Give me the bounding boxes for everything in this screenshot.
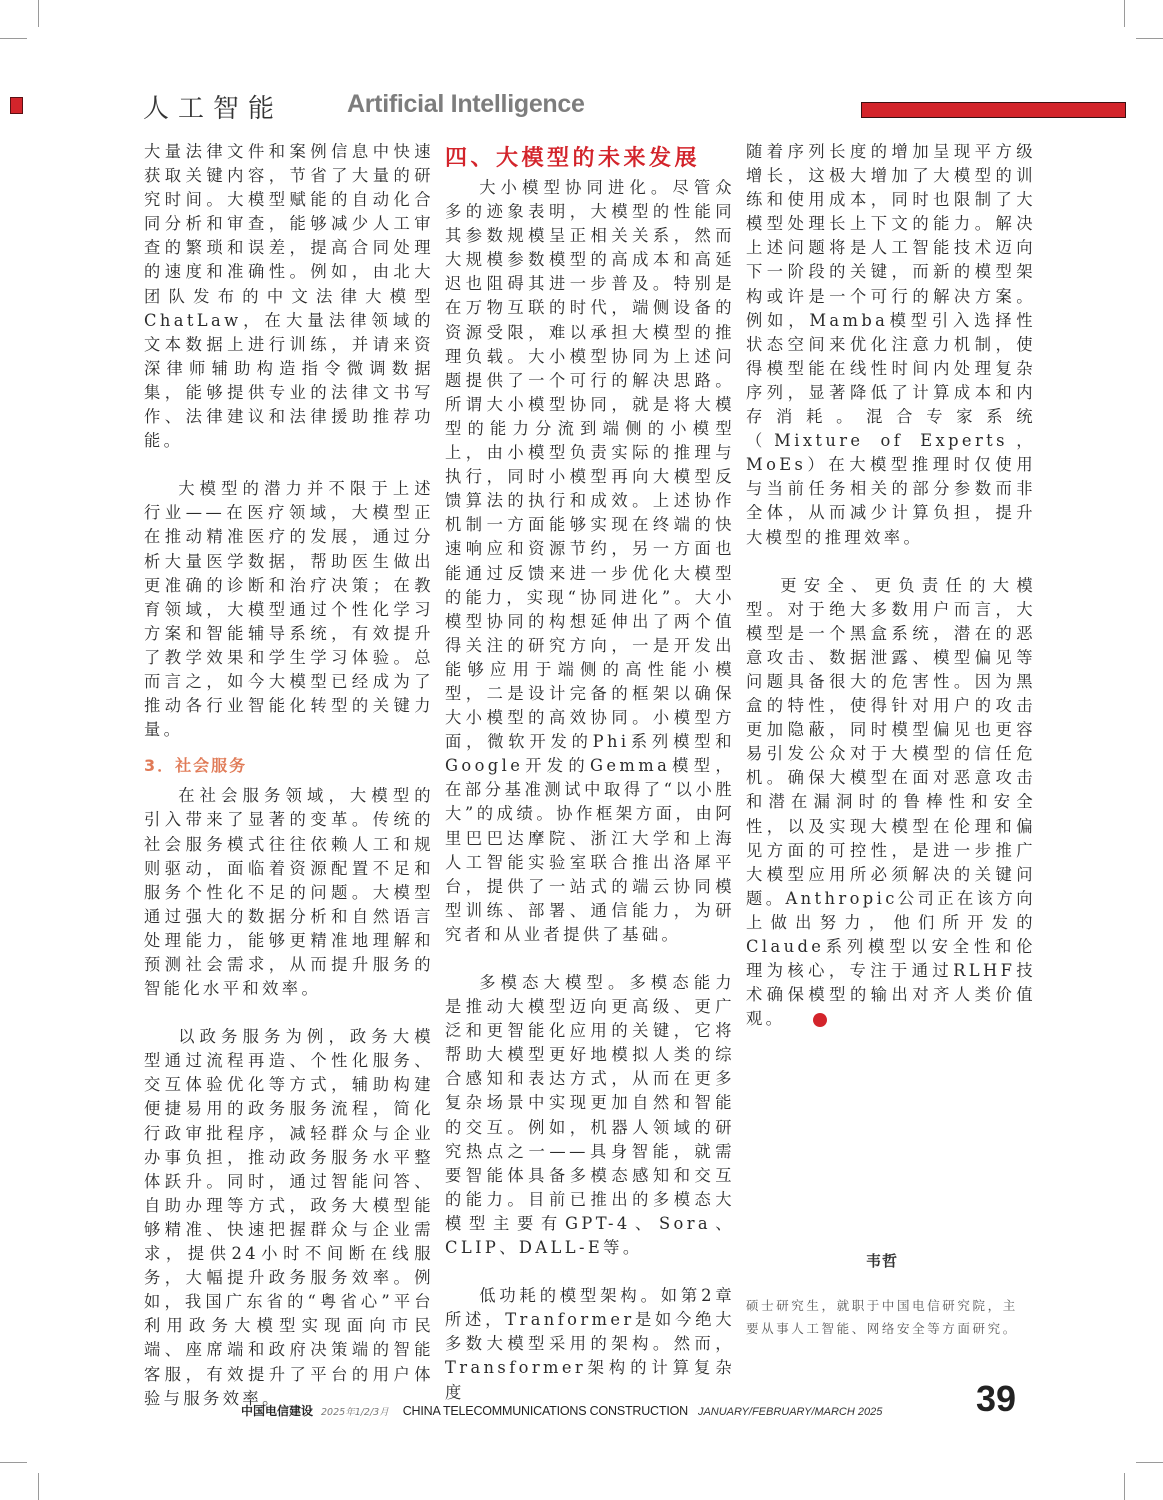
paragraph-text: 更安全、更负责任的大模型。对于绝大多数用户而言，大模型是一个黑盒系统，潜在的恶意攻击、数据泄露、模型偏见等问题具备很大的危害性。因为黑盒的特性，使得针对用户的攻击更加隐蔽，同时模型偏见也更容易引发公众对于大模型的信任危机。确保大模型在面对恶意攻击和潜在漏洞时的鲁棒性和安全性，以及实现大模型在伦理和偏见方面的可控性，是进一步推广大模型应用所必须解决的关键问题。Anthropic公司正在该方向上做出努力，他们所开发的Claude系列模型以安全性和伦理为核心，专注于通过RLHF技术确保模型的输出对齐人类价值观。 [746,575,1036,1029]
paragraph: 低功耗的模型架构。如第2章所述，Tranformer是如今绝大多数大模型采用的架构。然而，Transformer架构的计算复杂度 [445,1286,735,1402]
section-heading: 四、大模型的未来发展 [445,146,701,171]
column-3 [746,140,1036,1031]
section-title-cn: 人工智能 [143,94,284,124]
author-bio: 硕士研究生，就职于中国电信研究院，主要从事人工智能、网络安全等方面研究。 [746,1298,1018,1336]
footer [241,1402,882,1419]
section-title-en: Artificial Intelligence [347,90,585,118]
crop-mark [38,0,39,27]
author-name: 韦哲 [866,1252,899,1270]
issue-date-en: JANUARY/FEBRUARY/MARCH 2025 [697,1406,883,1418]
column-2 [445,176,735,1405]
issue-date-cn: 2025年1/2/3月 [321,1407,389,1418]
header-accent-bar [861,102,1126,118]
section-marker [10,97,23,114]
crop-mark [1136,1462,1163,1463]
subsection-heading: 3．社会服务 [144,756,248,776]
paragraph: 随着序列长度的增加呈现平方级增长，这极大增加了大模型的训练和使用成本，同时也限制了大模型处理长上下文的能力。解决上述问题将是人工智能技术迈向下一阶段的关键，而新的模型架构或许是一个可行的解决方案。例如，Mamba模型引入选择性状态空间来优化注意力机制，使得模型能在线性时间内处理复杂序列，显著降低了计算成本和内存消耗。混合专家系统（Mixture of Experts，MoEs）在大模型推理时仅使用与当前任务相关的部分参数而非全体，从而减少计算负担，提升大模型的推理效率。 [746,142,1036,547]
paragraph [746,574,1036,1032]
paragraph: 大量法律文件和案例信息中快速获取关键内容，节省了大量的研究时间。大模型赋能的自动化合同分析和审查，能够减少人工审查的繁琐和误差，提高合同处理的速度和准确性。例如，由北大团队发布的中文法律大模型ChatLaw，在大量法律领域的文本数据上进行训练，并请来资深律师辅助构造指令微调数据集，能够提供专业的法律文书写作、法律建议和法律援助推荐功能。 [144,142,434,451]
crop-mark [0,38,27,39]
ctc-logo-icon: CTC [813,1013,827,1027]
crop-mark [1136,38,1163,39]
page-number: 39 [976,1378,1017,1419]
paragraph: 大模型的潜力并不限于上述行业——在医疗领域，大模型正在推动精准医疗的发展，通过分析大量医学数据，帮助医生做出更准确的诊断和治疗决策；在教育领域，大模型通过个性化学习方案和智能辅导系统，有效提升了教学效果和学生学习体验。总而言之，如今大模型已经成为了推动各行业智能化转型的关键力量。 [144,479,434,740]
paragraph: 大小模型协同进化。尽管众多的迹象表明，大模型的性能同其参数规模呈正相关关系，然而大规模参数模型的高成本和高延迟也阻碍其进一步普及。特别是在万物互联的时代，端侧设备的资源受限，难以承担大模型的推理负载。大小模型协同为上述问题提供了一个可行的解决思路。所谓大小模型协同，就是将大模型的能力分流到端侧的小模型上，由小模型负责实际的推理与执行，同时小模型再向大模型反馈算法的执行和成效。上述协作机制一方面能够实现在终端的快速响应和资源节约，另一方面也能通过反馈来进一步优化大模型的能力，实现“协同进化”。大小模型协同的构想延伸出了两个值得关注的研究方向，一是开发出能够应用于端侧的高性能小模型，二是设计完备的框架以确保大小模型的高效协同。小模型方面，微软开发的Phi系列模型和Google开发的Gemma模型，在部分基准测试中取得了“以小胜大”的成绩。协作框架方面，由阿里巴巴达摩院、浙江大学和上海人工智能实验室联合推出洛犀平台，提供了一站式的端云协同模型训练、部署、通信能力，为研究者和从业者提供了基础。 [445,178,735,944]
paragraph: 在社会服务领域，大模型的引入带来了显著的变革。传统的社会服务模式往往依赖人工和规则驱动，面临着资源配置不足和服务个性化不足的问题。大模型通过强大的数据分析和自然语言处理能力，能够更精准地理解和预测社会需求，从而提升服务的智能化水平和效率。 [144,786,434,999]
paragraph: 多模态大模型。多模态能力是推动大模型迈向更高级、更广泛和更智能化应用的关键，它将帮助大模型更好地模拟人类的综合感知和表达方式，从而在更多复杂场景中实现更加自然和智能的交互。例如，机器人领域的研究热点之一——具身智能，就需要智能体具备多模态感知和交互的能力。目前已推出的多模态大模型主要有GPT-4、Sora、CLIP、DALL-E等。 [445,973,735,1258]
crop-mark [1124,1473,1125,1500]
journal-name-en: CHINA TELECOMMUNICATIONS CONSTRUCTION [402,1404,688,1418]
column-1 [144,140,434,1411]
crop-mark [38,1473,39,1500]
crop-mark [1124,0,1125,27]
journal-name-cn: 中国电信建设 [241,1404,314,1418]
paragraph: 以政务服务为例，政务大模型通过流程再造、个性化服务、交互体验优化等方式，辅助构建便捷易用的政务服务流程，简化行政审批程序，减轻群众与企业办事负担，推动政务服务水平整体跃升。同时，通过智能问答、自助办理等方式，政务大模型能够精准、快速把握群众与企业需求，提供24小时不间断在线服务，大幅提升政务服务效率。例如，我国广东省的“粤省心”平台利用政务大模型实现面向市民端、座席端和政府决策端的智能客服，有效提升了平台的用户体验与服务效率。 [144,1027,434,1408]
crop-mark [0,1462,27,1463]
